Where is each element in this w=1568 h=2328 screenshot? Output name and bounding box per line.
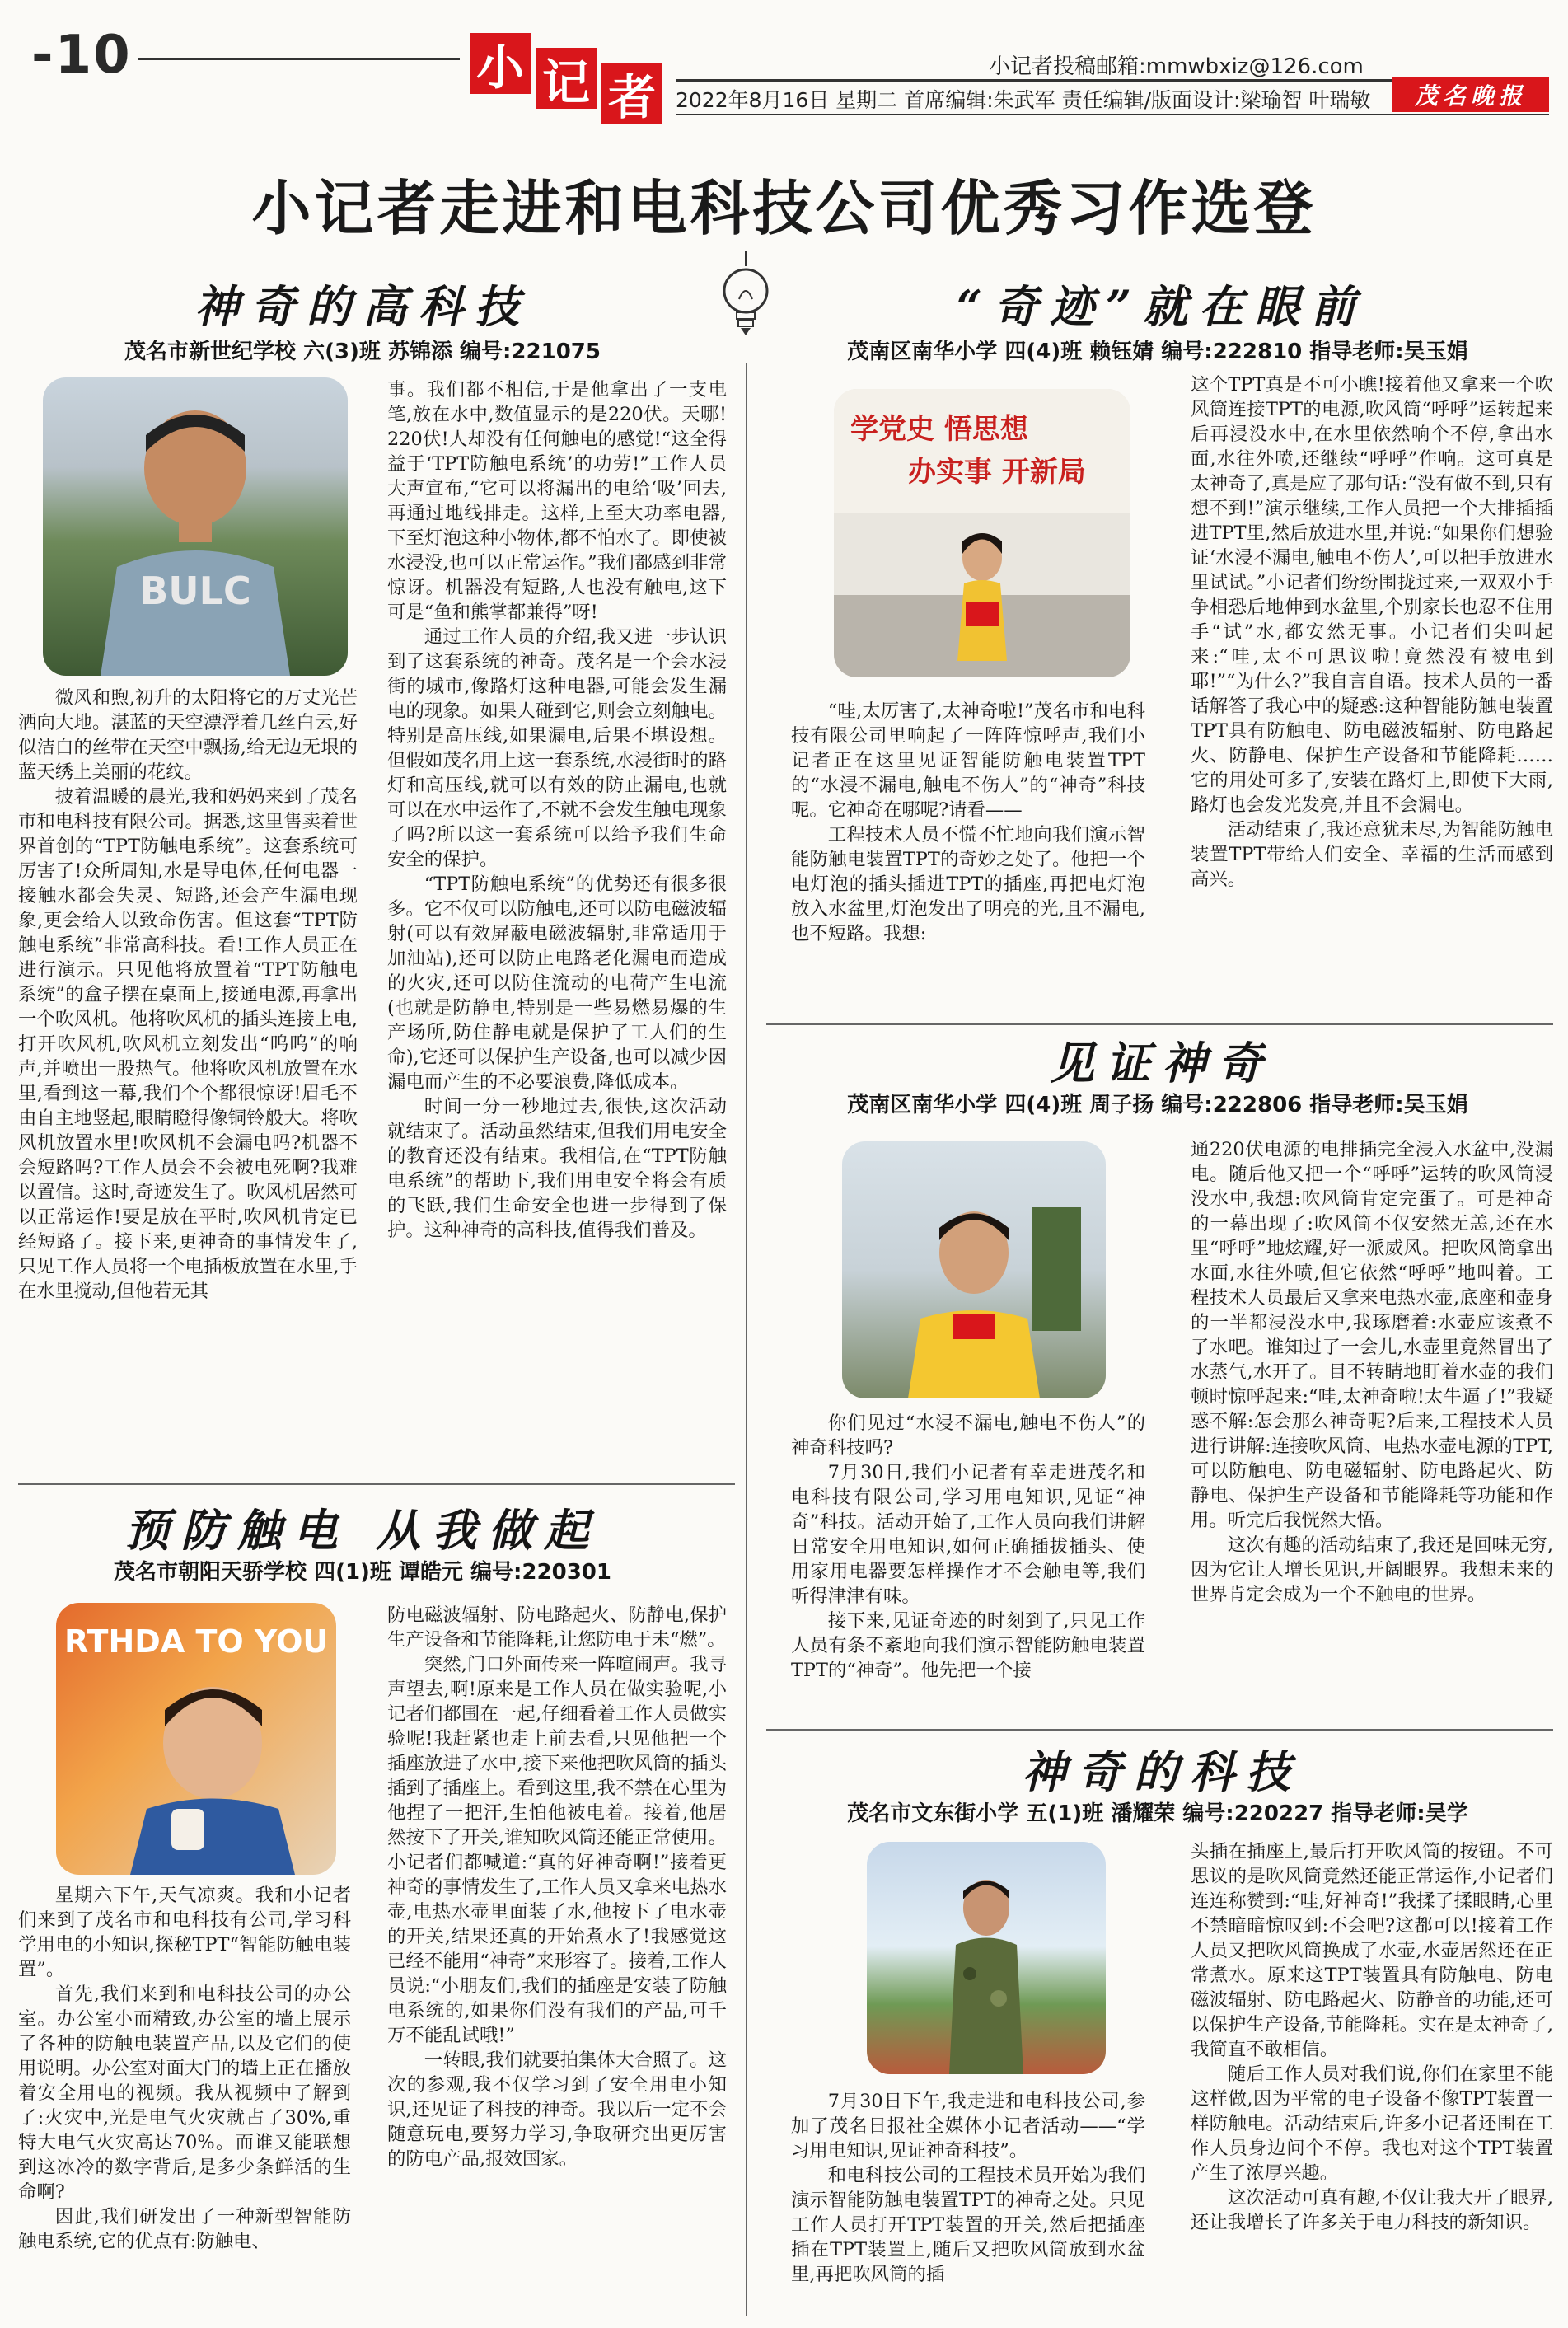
banner-text-2: 办实事 开新局	[908, 456, 1086, 489]
paragraph: 这次有趣的活动结束了,我还是回味无穷,因为它让人增长见识,开阔眼界。我想未来的世界肯定会成为一个不触电的世界。	[1191, 1534, 1553, 1605]
section-char-2: 记	[536, 48, 597, 109]
divider-a3-a4	[766, 1023, 1553, 1025]
paragraph: 7月30日下午,我走进和电科技公司,参加了茂名日报社全媒体小记者活动——“学习用电知识,见证神奇科技”。	[791, 2091, 1145, 2162]
header-rule-left	[138, 58, 460, 60]
article3-title: “奇迹”就在眼前	[956, 280, 1368, 333]
paragraph: 7月30日,我们小记者有幸走进茂名和电科技有限公司,学习用电知识,见证“神奇”科技。活动开始了,工作人员向我们讲解日常安全用电知识,如何正确插拔插头、使用家用电器要怎样操作才不会触电等,我们听得津津有味。	[791, 1462, 1145, 1607]
section-char-3: 者	[601, 63, 662, 124]
paragraph: 这次活动可真有趣,不仅让我大开了眼界,还让我增长了许多关于电力科技的新知识。	[1191, 2187, 1553, 2233]
paragraph: 星期六下午,天气凉爽。我和小记者们来到了茂名市和电科技有公司,学习科学用电的小知识,探秘TPT“智能防触电装置”。	[18, 1885, 351, 1980]
article2-column-1	[18, 1883, 351, 2316]
article2-title: 预防触电 从我做起	[124, 1504, 601, 1557]
article5-byline: 茂名市文东街小学 五(1)班 潘耀荣 编号:220227 指导老师:吴学	[847, 1801, 1468, 1826]
paper-logo: 茂名晚报	[1392, 77, 1549, 112]
paragraph: 首先,我们来到和电科技公司的办公室。办公室小而精致,办公室的墙上展示了各种的防触电装置产品,以及它们的使用说明。办公室对面大门的墙上正在播放着安全用电的视频。我从视频中了解到了:火灾中,光是电气火灾就占了30%,重特大电气火灾高达70%。而谁又能联想到这冰冷的数字背后,是多少条鲜活的生命啊?	[18, 1984, 351, 2203]
article1-title: 神奇的高科技	[194, 280, 531, 333]
paragraph: 事。我们都不相信,于是他拿出了一支电笔,放在水中,数值显示的是220伏。天哪!220伏!人却没有任何触电的感觉!“这全得益于‘TPT防触电系统’的功劳!”工作人员大声宣布,“它可以将漏出的电给‘吸’回去,再通过地线排走。这样,上至大功率电器,下至灯泡这种小物体,都不怕水了。即使被水浸没,也可以正常运作。”我们都感到非常惊讶。机器没有短路,人也没有触电,这下可是“鱼和熊掌都兼得”呀!	[387, 379, 727, 623]
article5-author-photo	[867, 1842, 1106, 2074]
article5-title: 神奇的科技	[1022, 1745, 1302, 1798]
dateline: 2022年8月16日 星期二 首席编辑:朱武军 责任编辑/版面设计:梁瑜智 叶瑞敏	[676, 88, 1371, 112]
article2-byline: 茂名市朝阳天骄学校 四(1)班 谭皓元 编号:220301	[114, 1560, 611, 1585]
paragraph: 接下来,见证奇迹的时刻到了,只见工作人员有条不紊地向我们演示智能防触电装置TPT的“神奇”。他先把一个接	[791, 1610, 1145, 1681]
article1-column-1	[18, 686, 358, 1477]
paragraph: 防电磁波辐射、防电路起火、防静电,保护生产设备和节能降耗,让您防电于未“燃”。	[387, 1604, 727, 1651]
paragraph: 你们见过“水浸不漏电,触电不伤人”的神奇科技吗?	[791, 1412, 1145, 1459]
paragraph: 头插在插座上,最后打开吹风筒的按钮。不可思议的是吹风筒竟然还能正常运作,小记者们连连称赞到:“哇,好神奇!”我揉了揉眼睛,心里不禁暗暗惊叹到:不会吧?这都可以!接着工作人员又把吹风筒换成了水壶,水壶居然还在正常煮水。原来这TPT装置具有防触电、防电磁波辐射、防电路起火、防静音的功能,还可以保护生产设备,节能降耗。实在是太神奇了,我简直不敢相信。	[1191, 1841, 1553, 2060]
article3-column-2	[1191, 372, 1553, 1016]
paragraph: 微风和煦,初升的太阳将它的万丈光芒洒向大地。湛蓝的天空漂浮着几丝白云,好似洁白的丝带在天空中飘扬,给无边无垠的蓝天绣上美丽的花纹。	[18, 687, 358, 783]
photo-caption-text: RTHDA TO YOU	[64, 1623, 329, 1660]
article1-column-2	[387, 377, 727, 1477]
paragraph: 时间一分一秒地过去,很快,这次活动就结束了。活动虽然结束,但我们用电安全的教育还没有结束。我相信,在“TPT防触电系统”的帮助下,我们用电安全将会有质的飞跃,我们生命安全也进一步得到了保护。这种神奇的高科技,值得我们普及。	[387, 1096, 727, 1241]
article2-author-photo	[56, 1603, 336, 1875]
article3-author-photo	[834, 389, 1130, 677]
paragraph: 因此,我们研发出了一种新型智能防触电系统,它的优点有:防触电、	[18, 2206, 351, 2252]
center-column-divider	[746, 363, 747, 2316]
paragraph: 通220伏电源的电排插完全浸入水盆中,没漏电。随后他又把一个“呼呼”运转的吹风筒浸没水中,我想:吹风筒肯定完蛋了。可是神奇的一幕出现了:吹风筒不仅安然无恙,还在水里“呼呼”地炫耀,好一派威风。把吹风筒拿出水面,水往外喷,但它依然“呼呼”地叫着。工程技术人员最后又拿来电热水壶,底座和壶身的一半都浸没水中,我琢磨着:水壶应该煮不了水吧。谁知过了一会儿,水壶里竟然冒出了水蒸气,水开了。目不转睛地盯着水壶的我们顿时惊呼起来:“哇,太神奇啦!太牛逼了!”我疑惑不解:怎会那么神奇呢?后来,工程技术人员进行讲解:连接吹风筒、电热水壶电源的TPT,可以防触电、防电磁辐射、防电路起火、防静电、保护生产设备和节能降耗等功能和作用。听完后我恍然大悟。	[1191, 1139, 1553, 1531]
paragraph: 随后工作人员对我们说,你们在家里不能这样做,因为平常的电子设备不像TPT装置一样防触电。活动结束后,许多小记者还围在工作人员身边问个不停。我也对这个TPT装置产生了浓厚兴趣。	[1191, 2063, 1553, 2184]
paragraph: 和电科技公司的工程技术员开始为我们演示智能防触电装置TPT的神奇之处。只见工作人员打开TPT装置的开关,然后把插座插在TPT装置上,随后又把吹风筒放到水盆里,再把吹风筒的插	[791, 2165, 1145, 2285]
paragraph: “TPT防触电系统”的优势还有很多很多。它不仅可以防触电,还可以防电磁波辐射(可以有效屏蔽电磁波辐射,非常适用于加油站),还可以防止电路老化漏电而造成的火灾,还可以防住流动的电荷产生电流(也就是防静电,特别是一些易燃易爆的生产场所,防住静电就是保护了工人们的生命),它还可以保护生产设备,也可以减少因漏电而产生的不必要浪费,降低成本。	[387, 874, 727, 1093]
paragraph: 突然,门口外面传来一阵喧闹声。我寻声望去,啊!原来是工作人员在做实验呢,小记者们都围在一起,仔细看着工作人员做实验呢!我赶紧也走上前去看,只见他把一个插座放进了水中,接下来他把吹风筒的插头插到了插座上。看到这里,我不禁在心里为他捏了一把汗,生怕他被电着。接着,他居然按下了开关,谁知吹风筒还能正常使用。小记者们都喊道:“真的好神奇啊!”接着更神奇的事情发生了,工作人员又拿来电热水壶,电热水壶里面装了水,他按下了电水壶的开关,结果还真的开始煮水了!我感觉这已经不能用“神奇”来形容了。接着,工作人员说:“小朋友们,我们的插座是安装了防触电系统的,如果你们没有我们的产品,可千万不能乱试哦!”	[387, 1654, 727, 2046]
paragraph: 这个TPT真是不可小瞧!接着他又拿来一个吹风筒连接TPT的电源,吹风筒“呼呼”运转起来后再浸没水中,在水里依然响个不停,拿出水面,水往外喷,还继续“呼呼”作响。这可真是太神奇了,真是应了那句话:“没有做不到,只有想不到!”演示继续,工作人员把一个大排插插进TPT里,然后放进水里,并说:“如果你们想验证‘水浸不漏电,触电不伤人’,可以把手放进水里试试。”小记者们纷纷围拢过来,一双双小手争相恐后地伸到水盆里,个别家长也忍不住用手“试”水,都安然无事。小记者们尖叫起来:“哇,太不可思议啦!竟然没有被电到耶!”“为什么?”我自言自语。技术人员的一番话解答了我心中的疑惑:这种智能防触电装置TPT具有防触电、防电磁波辐射、防电路起火、防静电、保护生产设备和节能降耗……它的用处可多了,安装在路灯上,即使下大雨,路灯也会发光发亮,并且不会漏电。	[1191, 374, 1553, 816]
article5-column-1	[791, 2089, 1145, 2316]
article4-author-photo	[842, 1141, 1106, 1398]
paragraph: 通过工作人员的介绍,我又进一步认识到了这套系统的神奇。茂名是一个会水浸街的城市,像路灯这种电器,可能会发生漏电的现象。如果人碰到它,则会立刻触电。特别是高压线,如果漏电,后果不堪设想。但假如茂名用上这一套系统,水浸街时的路灯和高压线,就可以有效的防止漏电,也就可以在水中运作了,不就不会发生触电现象了吗?所以这一套系统可以给予我们生命安全的保护。	[387, 626, 727, 870]
submission-email: 小记者投稿邮箱:mmwbxiz@126.com	[989, 54, 1364, 79]
header-rule-bottom	[676, 114, 1549, 115]
article4-column-2	[1191, 1137, 1553, 1724]
divider-a4-a5	[766, 1729, 1553, 1731]
article4-title: 见证神奇	[1050, 1037, 1274, 1089]
page-number: -10	[31, 25, 132, 86]
article3-byline: 茂南区南华小学 四(4)班 赖钰婧 编号:222810 指导老师:吴玉娟	[847, 340, 1468, 364]
divider-a1-a2	[18, 1483, 735, 1485]
article2-column-2	[387, 1603, 727, 2316]
article1-author-photo	[43, 377, 348, 676]
article4-column-1	[791, 1411, 1145, 1724]
page-title: 小记者走进和电科技公司优秀习作选登	[251, 174, 1317, 243]
paragraph: 一转眼,我们就要拍集体大合照了。这次的参观,我不仅学习到了安全用电小知识,还见证了科技的神奇。我以后一定不会随意玩电,要努力学习,争取研究出更厉害的防电产品,报效国家。	[387, 2049, 727, 2170]
lightbulb-icon	[721, 251, 770, 358]
article4-byline: 茂南区南华小学 四(4)班 周子扬 编号:222806 指导老师:吴玉娟	[847, 1093, 1468, 1117]
article3-column-1	[791, 699, 1145, 1016]
paragraph: 活动结束了,我还意犹未尽,为智能防触电装置TPT带给人们安全、幸福的生活而感到高兴。	[1191, 819, 1553, 890]
article5-column-2	[1191, 1839, 1553, 2316]
section-char-1: 小	[470, 33, 531, 94]
paragraph: 工程技术人员不慌不忙地向我们演示智能防触电装置TPT的奇妙之处了。他把一个电灯泡的插头插进TPT的插座,再把电灯泡放入水盆里,灯泡发出了明亮的光,且不漏电,也不短路。我想:	[791, 824, 1145, 944]
paragraph: “哇,太厉害了,太神奇啦!”茂名市和电科技有限公司里响起了一阵阵惊呼声,我们小记者正在这里见证智能防触电装置TPT的“水浸不漏电,触电不伤人”的“神奇”科技呢。它神奇在哪呢?请看——	[791, 700, 1145, 821]
banner-text-1: 学党史 悟思想	[850, 413, 1028, 446]
svg-text:BULC: BULC	[139, 569, 251, 613]
article1-byline: 茂名市新世纪学校 六(3)班 苏锦添 编号:221075	[124, 340, 601, 364]
paragraph: 披着温暖的晨光,我和妈妈来到了茂名市和电科技有限公司。据悉,这里售卖着世界首创的“TPT防触电系统”。这套系统可厉害了!众所周知,水是导电体,任何电器一接触水都会失灵、短路,还会产生漏电现象,更会给人以致命伤害。但这套“TPT防触电系统”非常高科技。看!工作人员正在进行演示。只见他将放置着“TPT防触电系统”的盒子摆在桌面上,接通电源,再拿出一个吹风机。他将吹风机的插头连接上电,打开吹风机,吹风机立刻发出“呜呜”的响声,并喷出一股热气。他将吹风机放置在水里,看到这一幕,我们个个都很惊讶!眉毛不由自主地竖起,眼睛瞪得像铜铃般大。将吹风机放置水里!吹风机不会漏电吗?机器不会短路吗?工作人员会不会被电死啊?我难以置信。这时,奇迹发生了。吹风机居然可以正常运作!要是放在平时,吹风机肯定已经短路了。接下来,更神奇的事情发生了,只见工作人员将一个电插板放置在水里,手在水里搅动,但他若无其	[18, 786, 358, 1302]
